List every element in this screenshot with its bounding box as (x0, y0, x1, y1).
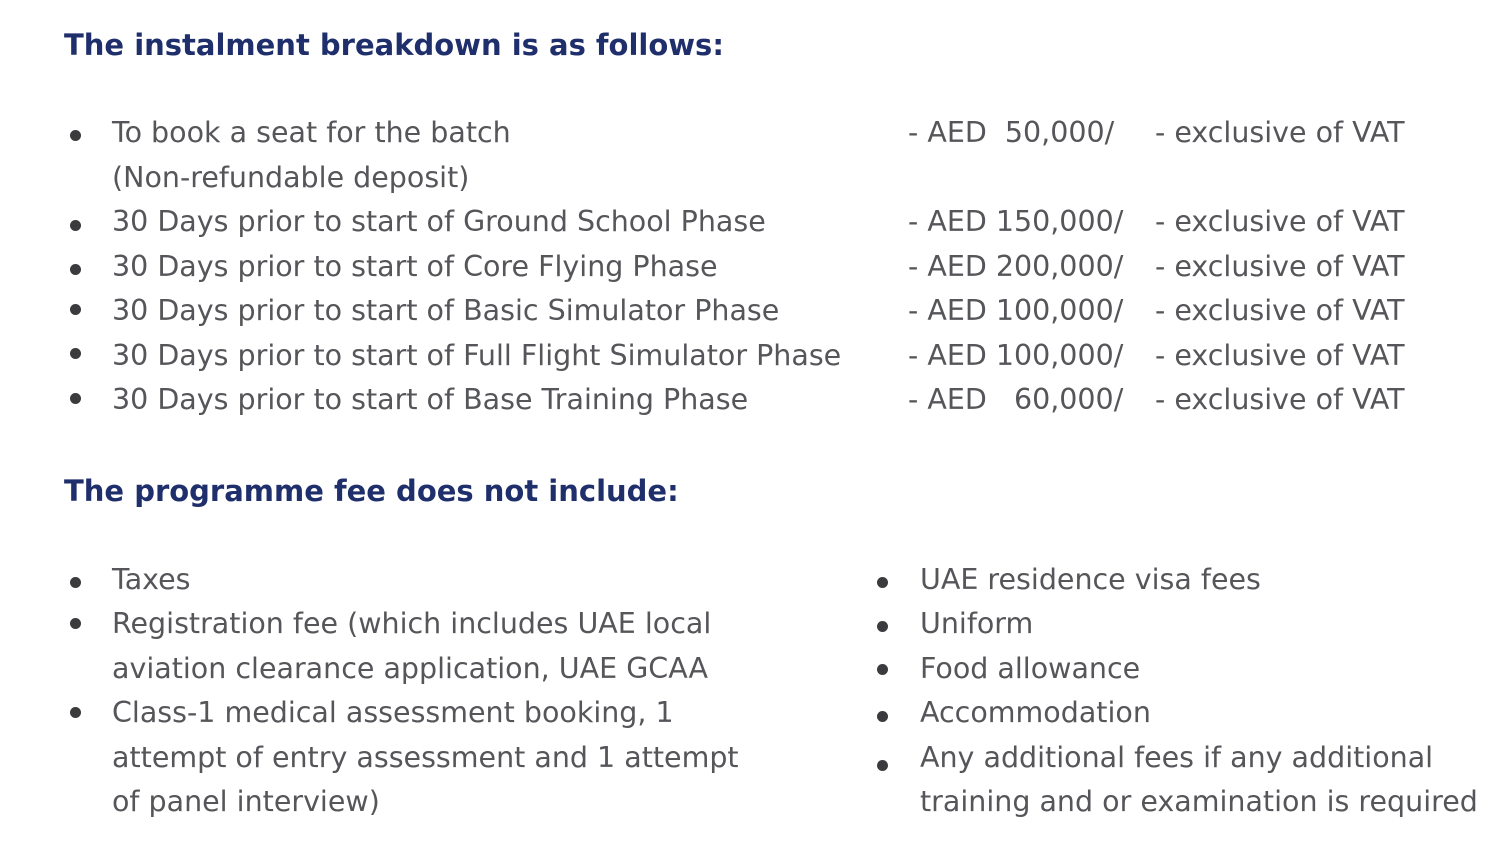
instalment-amount: - AED 200,000/ (908, 250, 1124, 283)
bullet-icon (877, 711, 888, 722)
instalment-amount: - AED 150,000/ (908, 205, 1124, 238)
instalment-heading: The instalment breakdown is as follows: (64, 28, 724, 62)
instalment-amount: - AED 60,000/ (908, 383, 1124, 416)
exclusion-text: Taxes (112, 563, 191, 596)
instalment-description: 30 Days prior to start of Base Training Phase (112, 383, 749, 416)
bullet-icon (70, 264, 81, 275)
instalment-vat-note: - exclusive of VAT (1155, 116, 1405, 149)
bullet-icon (877, 664, 888, 675)
bullet-icon (70, 577, 81, 588)
exclusion-text: Food allowance (920, 652, 1141, 685)
instalment-description: (Non-refundable deposit) (112, 161, 470, 194)
instalment-amount: - AED 50,000/ (908, 116, 1115, 149)
instalment-description: 30 Days prior to start of Full Flight Simulator Phase (112, 339, 842, 372)
instalment-description: 30 Days prior to start of Basic Simulator Phase (112, 294, 780, 327)
exclusion-text: Registration fee (which includes UAE local (112, 607, 712, 640)
exclusion-text: Class-1 medical assessment booking, 1 (112, 696, 674, 729)
bullet-icon (877, 621, 888, 632)
bullet-icon (70, 393, 81, 404)
instalment-vat-note: - exclusive of VAT (1155, 383, 1405, 416)
bullet-icon (877, 760, 888, 771)
instalment-vat-note: - exclusive of VAT (1155, 250, 1405, 283)
exclusion-text: Accommodation (920, 696, 1151, 729)
bullet-icon (70, 348, 81, 359)
exclusion-text: Any additional fees if any additional (920, 741, 1434, 774)
instalment-description: 30 Days prior to start of Core Flying Phase (112, 250, 718, 283)
exclusions-heading: The programme fee does not include: (64, 474, 679, 508)
instalment-vat-note: - exclusive of VAT (1155, 294, 1405, 327)
exclusion-text: training and or examination is required (920, 785, 1478, 818)
instalment-amount: - AED 100,000/ (908, 339, 1124, 372)
bullet-icon (70, 130, 81, 141)
bullet-icon (70, 618, 81, 629)
instalment-amount: - AED 100,000/ (908, 294, 1124, 327)
bullet-icon (70, 220, 81, 231)
instalment-description: To book a seat for the batch (112, 116, 511, 149)
exclusion-text: UAE residence visa fees (920, 563, 1261, 596)
exclusion-text: Uniform (920, 607, 1034, 640)
bullet-icon (70, 707, 81, 718)
bullet-icon (70, 304, 81, 315)
exclusion-text: aviation clearance application, UAE GCAA (112, 652, 708, 685)
exclusion-text: attempt of entry assessment and 1 attempt (112, 741, 739, 774)
instalment-vat-note: - exclusive of VAT (1155, 205, 1405, 238)
bullet-icon (877, 577, 888, 588)
instalment-description: 30 Days prior to start of Ground School Phase (112, 205, 766, 238)
exclusion-text: of panel interview) (112, 785, 380, 818)
instalment-vat-note: - exclusive of VAT (1155, 339, 1405, 372)
